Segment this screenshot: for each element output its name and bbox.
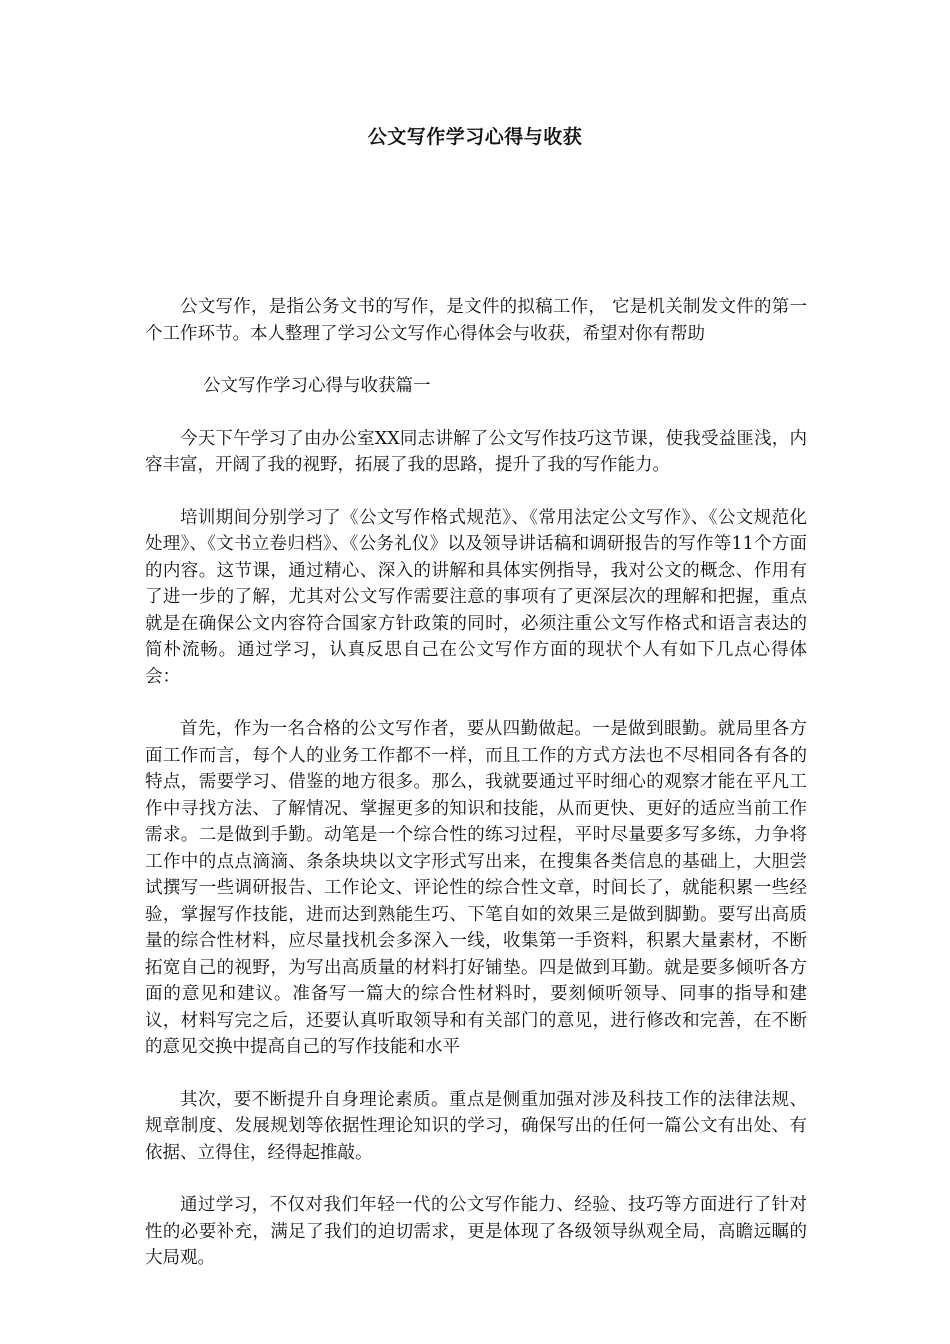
paragraph-gap — [145, 347, 807, 373]
body-paragraph-1: 今天下午学习了由办公室XX同志讲解了公文写作技巧这节课，使我受益匪浅，内容丰富，开阔了我的视野，拓展了我的思路，提升了我的写作能力。 — [145, 428, 807, 475]
body-paragraph-4: 其次，要不断提升自身理论素质。重点是侧重加强对涉及科技工作的法律法规、规章制度、发展规划等依据性理论知识的学习，确保写出的任何一篇公文有出处、有依据、立得住，经得起推敲。 — [145, 1089, 807, 1163]
paragraph-gap — [145, 400, 807, 426]
paragraph-gap — [145, 1061, 807, 1087]
intro-paragraph: 公文写作，是指公务文书的写作，是文件的拟稿工作， 它是机关制发文件的第一个工作环节。本人整理了学习公文写作心得体会与收获，希望对你有帮助 — [145, 297, 807, 344]
paragraph-gap — [145, 690, 807, 716]
paragraph-gap — [145, 479, 807, 505]
body-paragraph-5: 通过学习，不仅对我们年轻一代的公文写作能力、经验、技巧等方面进行了针对性的必要补充，满足了我们的迫切需求，更是体现了各级领导纵观全局，高瞻远瞩的大局观。 — [145, 1195, 807, 1268]
body-paragraph-3: 首先，作为一名合格的公文写作者，要从四勤做起。一是做到眼勤。就局里各方面工作而言，每个人的业务工作都不一样，而且工作的方式方法也不尽相同各有各的特点，需要学习、借鉴的地方很多。那么，我就要通过平时细心的观察才能在平凡工作中寻找方法、了解情况、掌握更多的知识和技能，从而更快、更好的适应当前工作需求。二是做到手勤。动笔是一个综合性的练习过程，平时尽量要多写多练，力争将工作中的点点滴滴、条条块块以文字形式写出来，在搜集各类信息的基础上，大胆尝试撰写一些调研报告、工作论文、评论性的综合性文章，时间长了，就能积累一些经验，掌握写作技能，进而达到熟能生巧、下笔自如的效果三是做到脚勤。要写出高质量的综合性材料，应尽量找机会多深入一线，收集第一手资料，积累大量素材，不断拓宽自己的视野，为写出高质量的材料打好铺垫。四是做到耳勤。就是要多倾听各方面的意见和建议。准备写一篇大的综合性材料时，要刻倾听领导、同事的指导和建议，材料写完之后，还要认真听取领导和有关部门的意见，进行修改和完善，在不断的意见交换中提高自己的写作技能和水平 — [145, 719, 807, 1057]
document-body — [145, 294, 807, 1272]
body-paragraph-2: 培训期间分别学习了《公文写作格式规范》、《常用法定公文写作》、《公文规范化处理》、《文书立卷归档》、《公务礼仪》以及领导讲话稿和调研报告的写作等11个方面的内容。这节课，通过精心、深入的讲解和具体实例指导，我对公文的概念、作用有了进一步的了解，尤其对公文写作需要注意的事项有了更深层次的理解和把握，重点就是在确保公文内容符合国家方针政策的同时，必须注重公文写作格式和语言表达的简朴流畅。通过学习，认真反思自己在公文写作方面的现状个人有如下几点心得体会： — [145, 507, 807, 687]
document-title: 公文写作学习心得与收获 — [367, 126, 583, 148]
section-heading: 公文写作学习心得与收获篇一 — [203, 376, 431, 396]
paragraph-gap — [145, 1166, 807, 1192]
